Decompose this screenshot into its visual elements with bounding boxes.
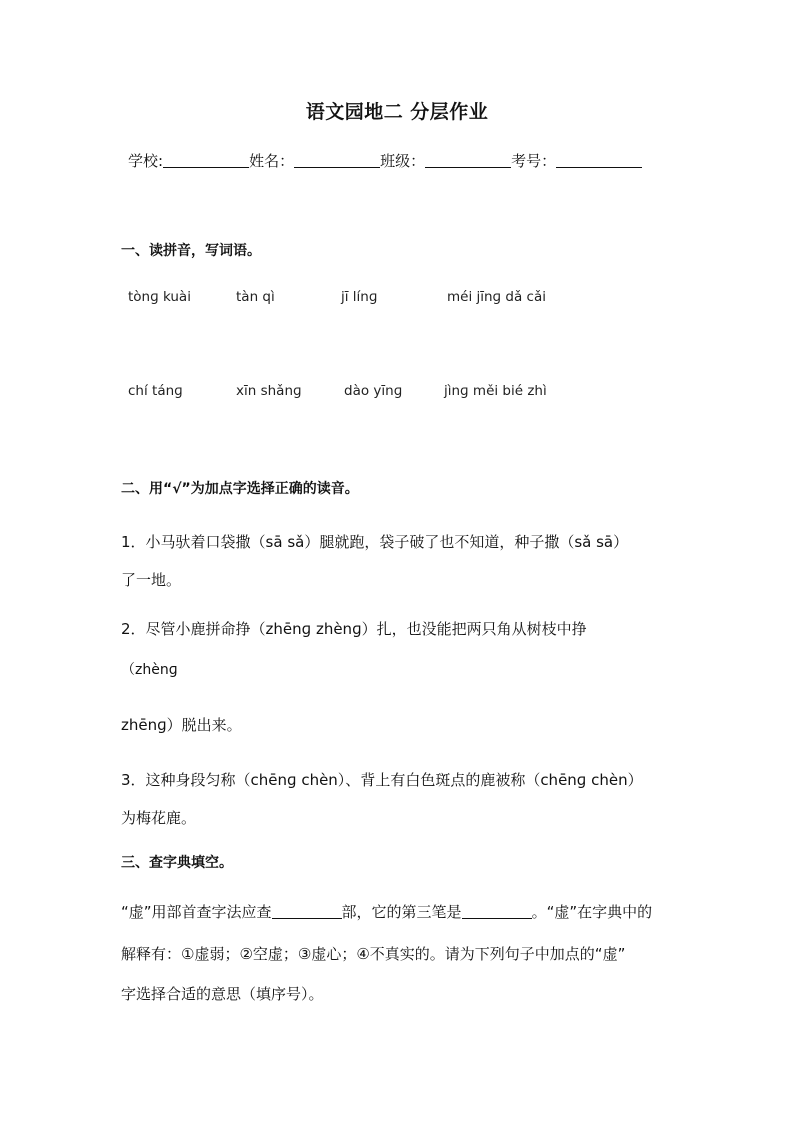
pinyin-item: méi jīnɡ dǎ cǎi <box>447 289 546 305</box>
third-stroke-blank[interactable] <box>462 904 532 919</box>
pinyin-item: xīn shǎnɡ <box>236 383 302 399</box>
s3-line1-part-c: 。“虚”在字典中的 <box>531 903 653 921</box>
school-label: 学校: <box>128 152 164 170</box>
s3-line2: 解释有：①虚弱；②空虚；③虚心；④不真实的。请为下列句子中加点的“虚” <box>121 945 626 963</box>
section1-title: 一、读拼音，写词语。 <box>121 243 261 259</box>
q1-line2: 了一地。 <box>121 571 182 589</box>
s3-line1-part-b: 部，它的第三笔是 <box>341 903 462 921</box>
pinyin-item: chí tánɡ <box>128 383 183 399</box>
class-label: 班级： <box>380 152 426 170</box>
q2-line1: 2．尽管小鹿拼命挣（zhēnɡ zhènɡ）扎，也没能把两只角从树枝中挣 <box>121 620 587 638</box>
name-blank[interactable] <box>294 153 380 168</box>
section2-title: 二、用“√”为加点字选择正确的读音。 <box>121 481 359 497</box>
q1-line1: 1．小马驮着口袋撒（sā sǎ）腿就跑，袋子破了也不知道，种子撒（sǎ sā） <box>121 533 629 551</box>
class-blank[interactable] <box>425 153 511 168</box>
student-info-row <box>128 150 642 171</box>
page-title: 语文园地二 分层作业 <box>305 101 489 123</box>
pinyin-item: jī línɡ <box>341 289 378 305</box>
q2-line3: zhēnɡ）脱出来。 <box>121 716 242 734</box>
school-blank[interactable] <box>163 153 249 168</box>
radical-blank[interactable] <box>272 904 342 919</box>
pinyin-item: tàn qì <box>236 289 275 305</box>
q3-line1: 3．这种身段匀称（chēnɡ chèn）、背上有白色斑点的鹿被称（chēnɡ chèn） <box>121 771 643 789</box>
pinyin-item: tònɡ kuài <box>128 289 191 305</box>
section3-title: 三、查字典填空。 <box>121 855 233 871</box>
s3-line1-part-a: “虚”用部首查字法应查 <box>121 903 272 921</box>
q2-line2: （zhènɡ <box>121 662 178 678</box>
q3-line2: 为梅花鹿。 <box>121 809 197 827</box>
pinyin-item: jìnɡ měi bié zhì <box>444 383 547 399</box>
s3-line1 <box>121 902 652 922</box>
exam-no-blank[interactable] <box>556 153 642 168</box>
name-label: 姓名： <box>249 152 295 170</box>
exam-no-label: 考号： <box>511 152 557 170</box>
s3-line3: 字选择合适的意思（填序号）。 <box>121 985 324 1003</box>
pinyin-item: dào yīnɡ <box>344 383 403 399</box>
